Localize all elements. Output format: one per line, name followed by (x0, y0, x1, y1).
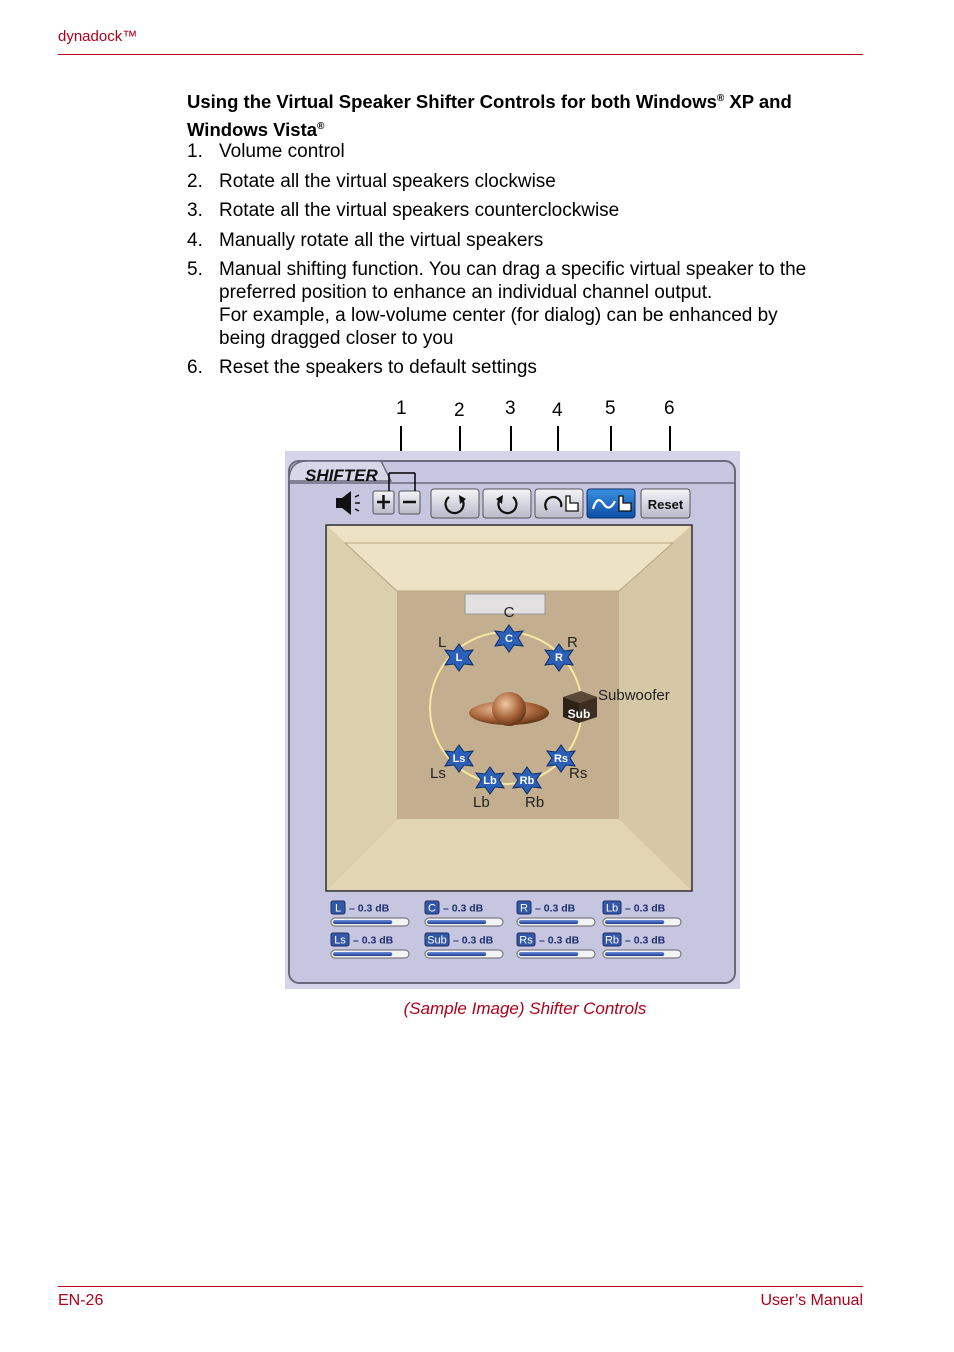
sub-badge: Sub (567, 707, 591, 721)
speaker-label: Rs (569, 765, 588, 782)
channel-level-text: – 0.3 dB (535, 902, 576, 915)
level-fill (519, 920, 578, 924)
speaker-badge: L (455, 652, 463, 664)
list-text: Manually rotate all the virtual speakers (219, 230, 544, 251)
channel-tag: Ls (334, 934, 346, 947)
running-header: dynadock™ (58, 28, 138, 45)
figure-caption: (Sample Image) Shifter Controls (403, 999, 647, 1018)
footer-manual-title: User’s Manual (760, 1292, 863, 1309)
level-fill (605, 952, 664, 956)
channel-tag: Lb (605, 902, 619, 915)
rotate-counterclockwise-button[interactable] (483, 489, 531, 518)
level-fill (333, 952, 392, 956)
subwoofer-label: Subwoofer (598, 687, 670, 704)
manual-shift-button[interactable] (587, 489, 635, 518)
section-title (187, 86, 867, 142)
list-number: 5. (187, 259, 203, 280)
list-text: For example, a low-volume center (for dialog) can be enhanced by (219, 305, 778, 326)
shifter-screenshot (285, 451, 740, 989)
registered-mark: ® (317, 121, 325, 133)
footer-rule (58, 1286, 863, 1287)
channel-level-text: – 0.3 dB (353, 934, 394, 947)
speaker-badge: Ls (452, 753, 466, 765)
speaker-badge: Rs (553, 753, 569, 765)
level-fill (519, 952, 578, 956)
channel-level-text: – 0.3 dB (453, 934, 494, 947)
list-text: Reset the speakers to default settings (219, 357, 537, 378)
list-number: 1. (187, 141, 203, 162)
callout-number: 5 (605, 398, 616, 419)
title-text-2: XP and Windows Vista (187, 91, 792, 141)
channel-tag: Sub (427, 934, 447, 947)
list-text: Volume control (219, 141, 345, 162)
registered-mark: ® (716, 93, 725, 104)
speaker-badge: R (555, 652, 563, 664)
speaker-label: C (503, 604, 515, 621)
speaker-label: Lb (473, 794, 490, 811)
list-number: 6. (187, 357, 203, 378)
level-fill (605, 920, 664, 924)
shifter-tab[interactable] (289, 461, 391, 485)
callout-number: 6 (664, 398, 675, 419)
channel-tag: L (334, 902, 342, 915)
list-number: 2. (187, 171, 203, 192)
level-fill (427, 920, 486, 924)
list-number: 3. (187, 200, 203, 221)
header-rule (58, 54, 863, 55)
list-text: Rotate all the virtual speakers clockwise (219, 171, 556, 192)
list-text: being dragged closer to you (219, 328, 454, 349)
list-text: preferred position to enhance an individual channel output. (219, 282, 713, 303)
callout-number: 2 (454, 400, 465, 421)
channel-tag: Rs (519, 934, 533, 947)
speaker-label: L (438, 634, 447, 651)
list-number: 4. (187, 230, 203, 251)
room-view[interactable] (326, 525, 692, 891)
list-text: Rotate all the virtual speakers counterclockwise (219, 200, 620, 221)
tab-label: SHIFTER (305, 466, 378, 485)
rotate-clockwise-button[interactable] (431, 489, 479, 518)
level-fill (427, 952, 486, 956)
callout-number: 3 (505, 398, 516, 419)
speaker-label: Rb (525, 794, 545, 811)
footer-page-number: EN-26 (58, 1292, 104, 1309)
subwoofer-speaker[interactable] (563, 691, 597, 723)
channel-level-text: – 0.3 dB (539, 934, 580, 947)
channel-meter[interactable] (425, 933, 503, 958)
channel-tag: R (520, 902, 528, 915)
volume-up-button[interactable] (373, 491, 394, 514)
channel-level-text: – 0.3 dB (625, 902, 666, 915)
channel-level-text: – 0.3 dB (443, 902, 484, 915)
volume-down-button[interactable] (399, 491, 420, 514)
speaker-badge: Rb (519, 775, 535, 787)
channel-tag: C (428, 902, 436, 915)
speaker-label: R (567, 634, 578, 651)
speaker-badge: C (505, 633, 513, 645)
channel-level-text: – 0.3 dB (349, 902, 390, 915)
manual-rotate-button[interactable] (535, 489, 583, 518)
channel-level-text: – 0.3 dB (625, 934, 666, 947)
list-text: Manual shifting function. You can drag a specific virtual speaker to the (219, 259, 807, 280)
channel-tag: Rb (604, 934, 620, 947)
reset-label: Reset (647, 497, 684, 512)
speaker-badge: Lb (483, 775, 497, 787)
callout-number: 4 (552, 400, 563, 421)
level-fill (333, 920, 392, 924)
title-text-1: Using the Virtual Speaker Shifter Controls for both Windows (187, 91, 717, 113)
callout-number: 1 (396, 398, 407, 419)
speaker-label: Ls (430, 765, 446, 782)
reset-button[interactable] (641, 489, 690, 518)
